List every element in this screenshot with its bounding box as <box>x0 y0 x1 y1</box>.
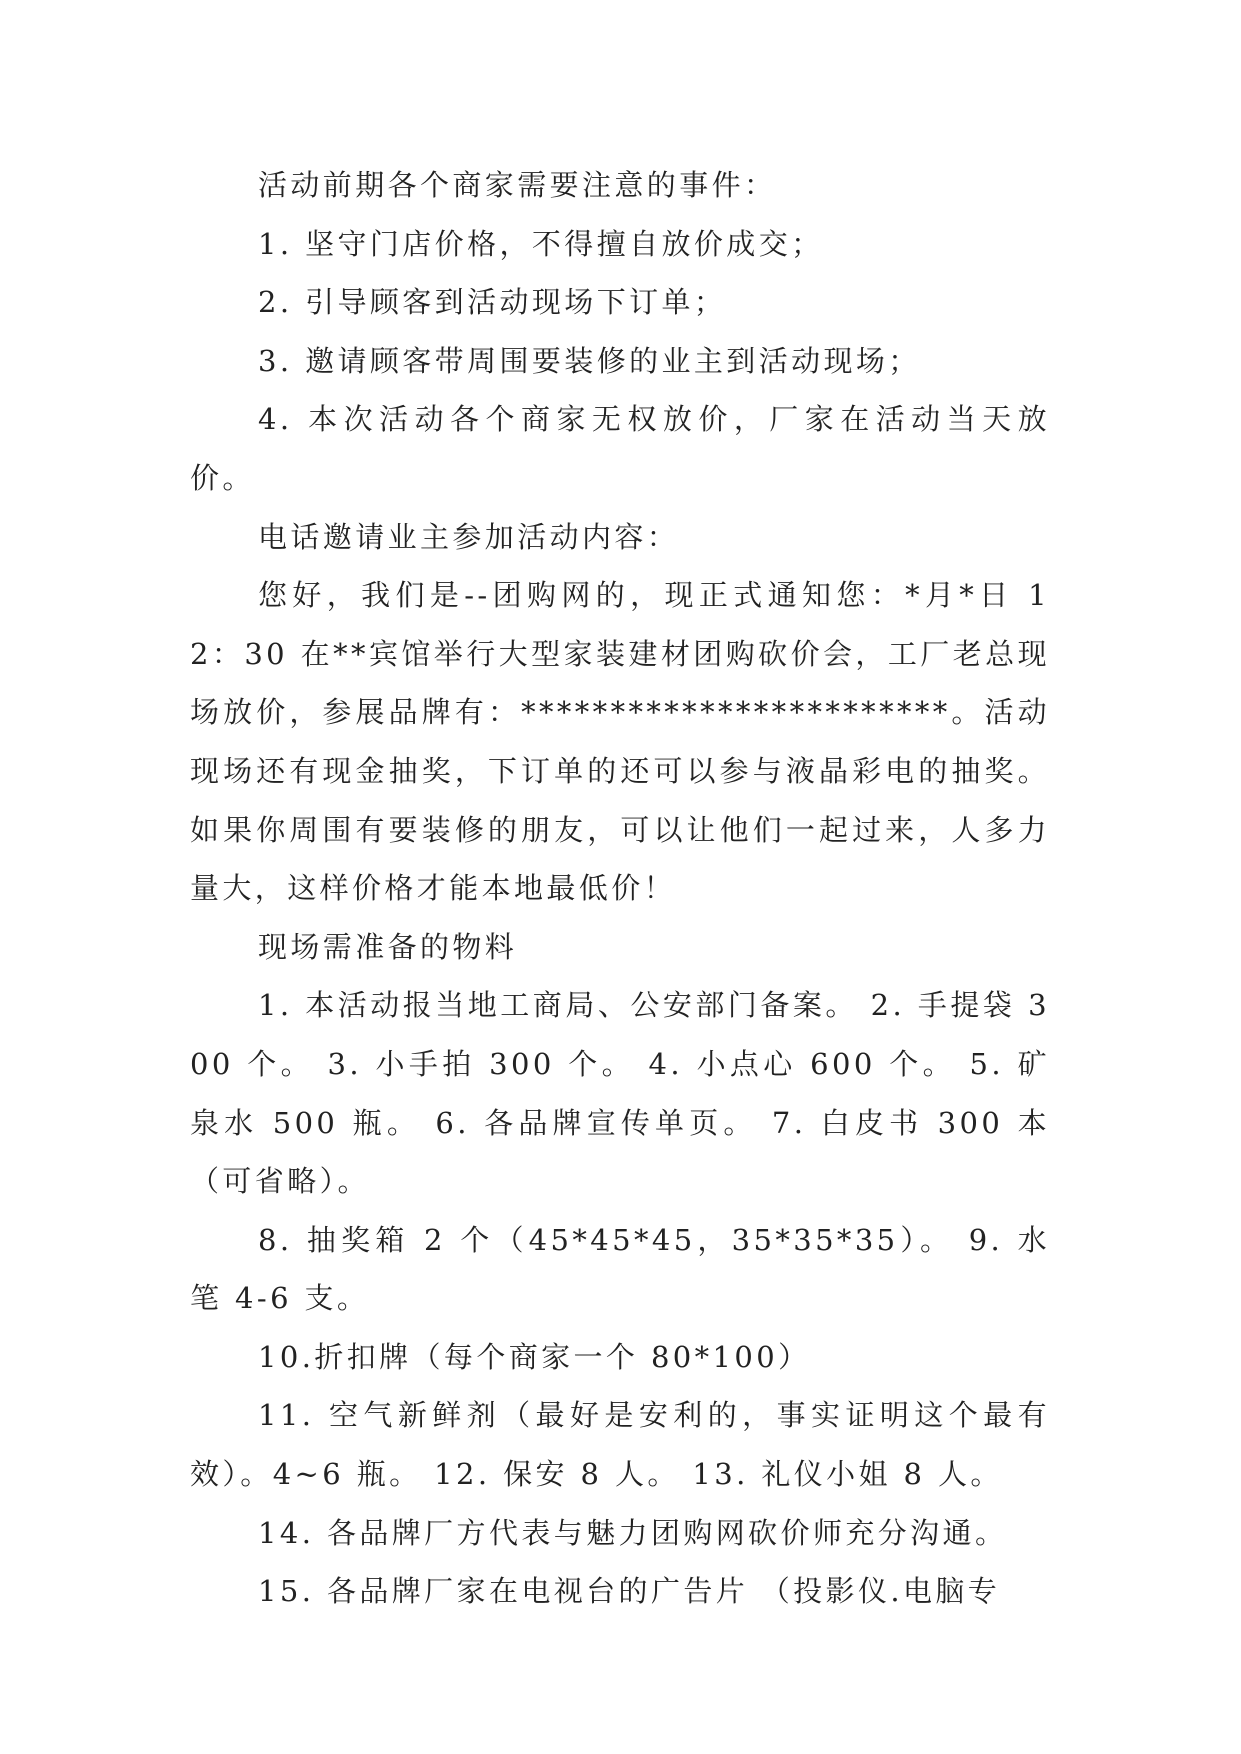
merchant-note-2: 2. 引导顾客到活动现场下订单； <box>258 285 727 320</box>
heading-materials: 现场需准备的物料 <box>258 929 518 964</box>
materials-items-1-7: 1. 本活动报当地工商局、公安部门备案。 2. 手提袋 300 个。 3. 小手拍 300 个。 4. 小点心 600 个。 5. 矿泉水 500 瓶。 6. 各品牌宣传单页。 7. 白皮书 300 本（可省略）。 <box>190 988 1050 1199</box>
materials-items-11-13: 11. 空气新鲜剂（最好是安利的，事实证明这个最有效）。4~6 瓶。 12. 保安 8 人。 13. 礼仪小姐 8 人。 <box>190 1398 1050 1492</box>
materials-item-10: 10.折扣牌（每个商家一个 80*100） <box>258 1339 811 1374</box>
materials-item-14: 14. 各品牌厂方代表与魅力团购网砍价师充分沟通。 <box>258 1515 1008 1550</box>
materials-item-15: 15. 各品牌厂家在电视台的广告片 （投影仪.电脑专 <box>258 1574 1001 1609</box>
merchant-note-1: 1. 坚守门店价格，不得擅自放价成交； <box>258 226 824 261</box>
merchant-note-3: 3. 邀请顾客带周围要装修的业主到活动现场； <box>258 343 921 378</box>
materials-items-8-9: 8. 抽奖箱 2 个（45*45*45，35*35*35）。 9. 水笔 4-6 支。 <box>190 1222 1050 1316</box>
heading-phone-invitation: 电话邀请业主参加活动内容： <box>258 519 680 554</box>
phone-invitation-script: 您好，我们是--团购网的，现正式通知您：*月*日 12：30 在**宾馆举行大型家装建材团购砍价会，工厂老总现场放价，参展品牌有：************************。活动现场还有现金抽奖，下订单的还可以参与液晶彩电的抽奖。如果你周围有要装修的朋友，可以让他们一起过来，人多力量大，这样价格才能本地最低价！ <box>190 578 1050 906</box>
heading-merchant-notes: 活动前期各个商家需要注意的事件： <box>258 168 777 202</box>
merchant-note-4: 4. 本次活动各个商家无权放价，厂家在活动当天放价。 <box>190 402 1050 495</box>
document-body <box>190 156 1050 1621</box>
